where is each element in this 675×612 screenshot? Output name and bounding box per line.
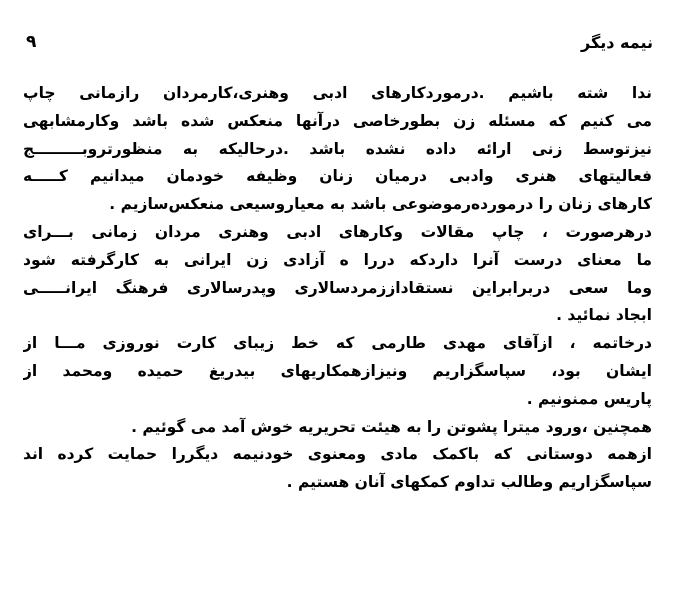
text-line: ازهمه دوستانی که باکمک مادی ومعنوی خودنیمه دیگررا حمایت کرده اند <box>23 445 652 464</box>
text-line: پاریس ممنونیم . <box>526 389 652 408</box>
page-number: ۹ <box>26 32 37 52</box>
text-line: کارهای زنان را درمورده‌رموضوعی باشد به معیاروسیعی منعکس‌سازیم . <box>109 195 652 214</box>
text-line: ایشان بود، سپاسگزاریم ونیزازهمکاریهای بیدریغ حمیده ومحمد از <box>23 361 652 380</box>
text-line: همچنین ،ورود میترا پشوتن را به هیئت تحریریه خوش آمد می گوئیم . <box>131 417 652 436</box>
text-line: فعالیتهای هنری وادبی درمیان زنان وظیفه خودمان میدانیم کـــــه <box>23 167 652 186</box>
body-text <box>23 80 652 497</box>
running-title: نیمه دیگر <box>580 32 653 52</box>
text-line: می کنیم که مسئله زن بطورخاصی درآنها منعکس شده باشد وکارمشابهی <box>23 111 652 130</box>
text-line: درخاتمه ، ازآقای مهدی طارمی که خط زیبای کارت نوروزی مـــا از <box>23 334 652 353</box>
text-line: درهرصورت ، چاپ مقالات وکارهای ادبی وهنری مردان زمانی بـــرای <box>23 222 652 241</box>
page-header <box>26 30 653 54</box>
text-line: ابجاد نمائید . <box>556 306 652 325</box>
text-line: وما سعی دربرابراین نستقاداززمردسالاری وپدرسالاری فرهنگ ایرانـــــی <box>23 278 652 297</box>
text-line: ندا شته باشیم .درموردکارهای ادبی وهنری،کارمردان رازمانی چاپ <box>23 84 652 102</box>
text-line: ما معنای درست آنرا داردکه دررا ه آزادی زن ایرانی به کارگرفته شود <box>23 250 652 269</box>
text-line: سپاسگزاریم وطالب تداوم کمکهای آنان هستیم . <box>286 473 652 492</box>
text-line: نیزتوسط زنی ارائه داده نشده باشد .درحالیکه به منظورتروبـــــــــج <box>23 139 652 158</box>
